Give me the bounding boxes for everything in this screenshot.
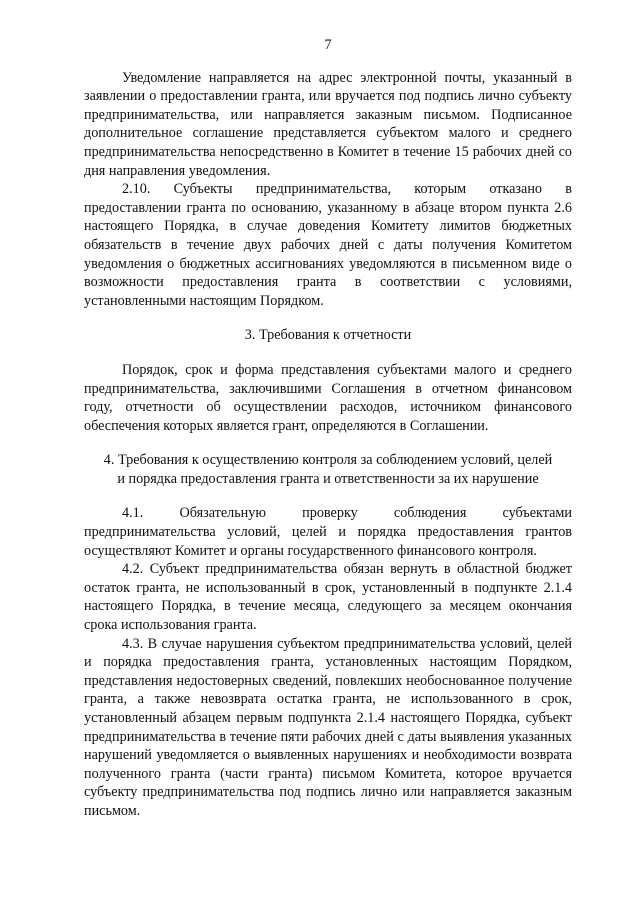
paragraph-reporting: Порядок, срок и форма представления субъектами малого и среднего предпринимательства, заключившими Соглашения в отчетном финансовом году, отчетности об осуществлении расходов, источником финансового обеспечения которых является грант, определяются в Соглашении. [84,361,572,434]
paragraph-4-3: 4.3. В случае нарушения субъектом предпринимательства условий, целей и порядка предоставления гранта, установленных настоящим Порядком, представления недостоверных сведений, повлекших необоснованное получение гранта, а также невозврата остатка гранта, не использованного в срок, установленный абзацем первым подпункта 2.1.4 настоящего Порядка, субъект предпринимательства в течение пяти рабочих дней с даты выявления указанных нарушений уведомляется о выявленных нарушениях и необходимости возврата полученного гранта (части гранта) письмом Комитета, которое вручается субъекту предпринимательства под подпись лично или направляется заказным письмом. [84,635,572,819]
section-4-title-line-2: и порядка предоставления гранта и ответственности за их нарушение [117,470,539,487]
section-4-title-line-1: 4. Требования к осуществлению контроля за соблюдением условий, целей [103,452,553,469]
paragraph-notification: Уведомление направляется на адрес электронной почты, указанный в заявлении о предоставлении гранта, или вручается под подпись лично субъекту предпринимательства, или направляется заказным письмом. Подписанное дополнительное соглашение представляется субъектом малого и среднего предпринимательства непосредственно в Комитет в течение 15 рабочих дней со дня направления уведомления. [84,69,572,179]
paragraph-4-1: 4.1. Обязательную проверку соблюдения субъектами предпринимательства условий, целей и порядка предоставления грантов осуществляют Комитет и органы государственного финансового контроля. [84,505,572,559]
section-3-title: 3. Требования к отчетности [244,327,412,344]
paragraph-2-10: 2.10. Субъекты предпринимательства, которым отказано в предоставлении гранта по основанию, указанному в абзаце втором пункта 2.6 настоящего Порядка, в случае доведения Комитету лимитов бюджетных обязательств в течение двух рабочих дней с даты получения Комитетом уведомления о бюджетных ассигнованиях уведомляются в письменном виде о возможности предоставления гранта в соответствии с условиями, установленными настоящим Порядком. [84,181,572,309]
page-number: 7 [324,37,332,53]
paragraph-4-2: 4.2. Субъект предпринимательства обязан вернуть в областной бюджет остаток гранта, не использованный в срок, установленный в подпункте 2.1.4 настоящего Порядка, в течение месяца, следующего за месяцем окончания срока использования гранта. [84,561,572,634]
